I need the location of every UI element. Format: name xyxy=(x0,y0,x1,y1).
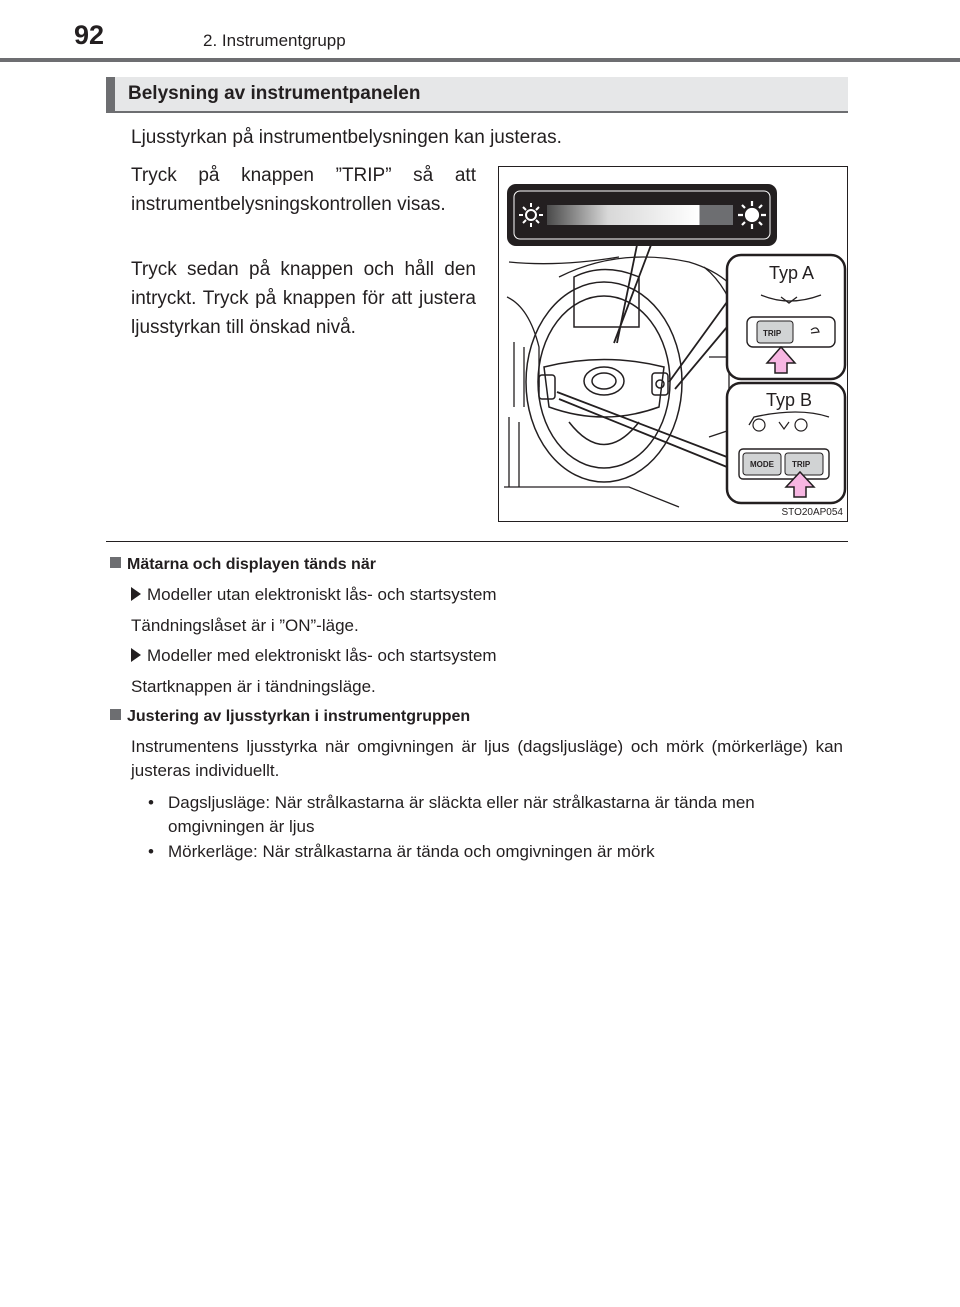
figure-code: STO20AP054 xyxy=(781,507,843,518)
brightness-level-bar xyxy=(547,205,700,225)
header-rule xyxy=(0,58,960,62)
page-number: 92 xyxy=(74,20,105,50)
step-2-text: Tryck sedan på knappen och håll den intryckt. Tryck på knappen för att justera ljusstyrkan till önskad nivå. xyxy=(131,259,476,338)
brightness-display xyxy=(507,184,777,246)
model-without-smart-key-text: Modeller utan elektroniskt lås- och startsystem xyxy=(147,585,497,604)
bullet-day-mode-text: Dagsljusläge: När strålkastarna är släckta eller när strålkastarna är tända men omgivningen är ljus xyxy=(168,793,755,836)
step-1-text: Tryck på knappen ”TRIP” så att instrumentbelysningskontrollen visas. xyxy=(131,165,476,215)
triangle-bullet-icon xyxy=(131,587,141,601)
instrument-illustration xyxy=(498,166,848,522)
intro-text: Ljusstyrkan på instrumentbelysningen kan justeras. xyxy=(131,127,562,148)
steering-wheel xyxy=(526,270,682,483)
trip-button-b-label: TRIP xyxy=(792,460,811,469)
bullet-night-mode-text: Mörkerläge: När strålkastarna är tända och omgivningen är mörk xyxy=(168,842,655,861)
ignition-on-text: Tändningslåset är i ”ON”-läge. xyxy=(131,616,359,635)
brightness-modes-text: Instrumentens ljusstyrka när omgivningen är ljus (dagsljusläge) och mörk (mörkerläge) kan justeras individuellt. xyxy=(131,737,843,780)
square-bullet-icon xyxy=(110,557,121,568)
bullet-day-mode xyxy=(148,791,843,839)
bullet-dot: • xyxy=(148,842,154,861)
model-with-smart-key xyxy=(131,646,497,666)
heading-brightness-adjust-text: Justering av ljusstyrkan i instrumentgruppen xyxy=(127,708,471,725)
model-with-smart-key-text: Modeller med elektroniskt lås- och startsystem xyxy=(147,646,497,665)
heading-meters-on-text: Mätarna och displayen tänds när xyxy=(127,556,376,573)
section-title-underline xyxy=(106,111,848,113)
trip-button-a-label: TRIP xyxy=(763,329,782,338)
section-divider xyxy=(106,541,848,542)
bright-sun-icon xyxy=(738,201,766,229)
type-a-label: Typ A xyxy=(769,263,815,283)
chapter-title: 2. Instrumentgrupp xyxy=(203,31,346,50)
type-b-label: Typ B xyxy=(766,390,813,410)
heading-meters-on xyxy=(110,556,376,574)
start-button-text: Startknappen är i tändningsläge. xyxy=(131,677,376,696)
bullet-night-mode xyxy=(148,840,843,864)
illustration-drawing xyxy=(499,167,848,522)
heading-brightness-adjust xyxy=(110,708,470,726)
section-title: Belysning av instrumentpanelen xyxy=(128,83,421,104)
pointer-lines xyxy=(557,245,727,467)
mode-button-label: MODE xyxy=(750,460,774,469)
square-bullet-icon xyxy=(110,709,121,720)
model-without-smart-key xyxy=(131,585,497,605)
triangle-bullet-icon xyxy=(131,648,141,662)
bullet-dot: • xyxy=(148,793,154,812)
